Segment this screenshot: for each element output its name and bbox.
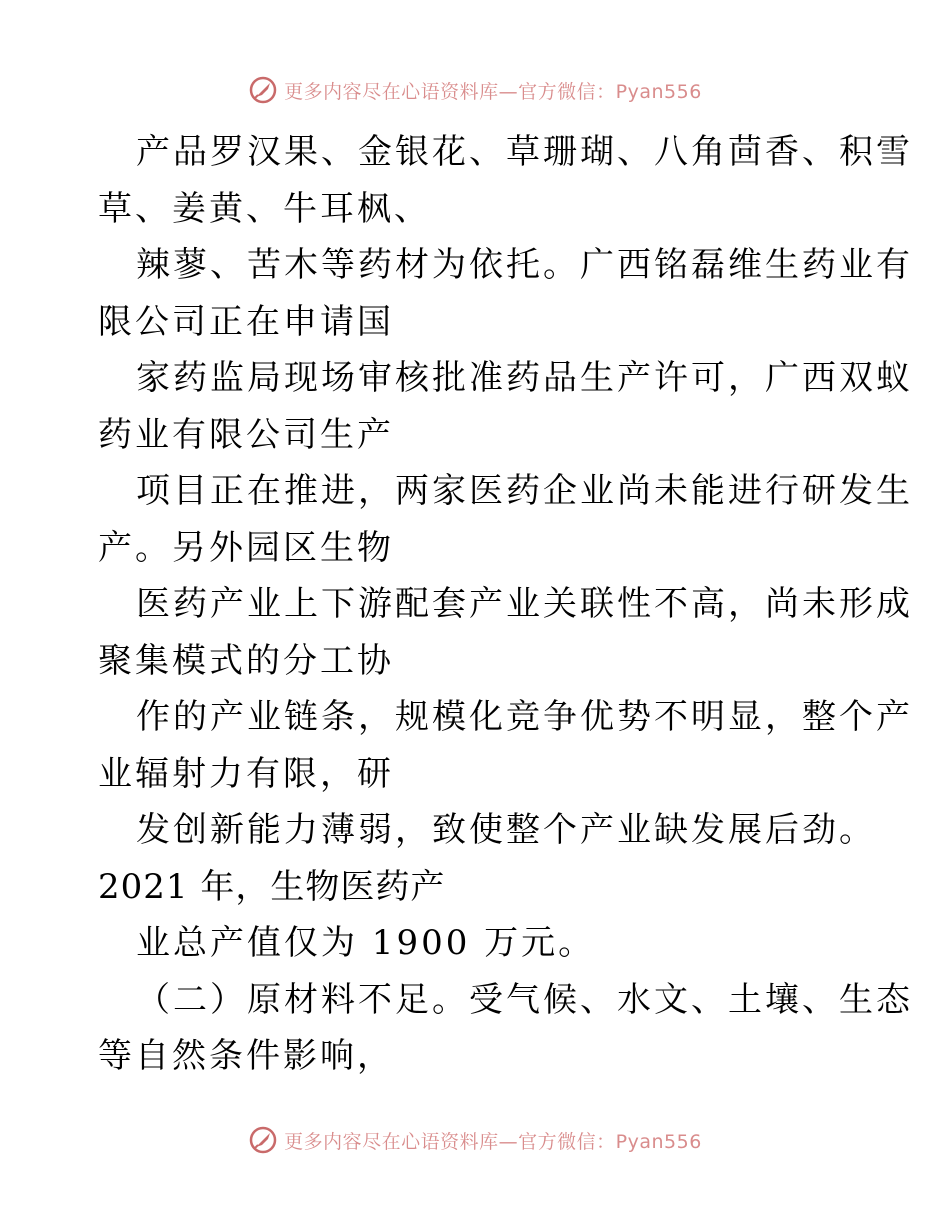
text-line: 医药产业上下游配套产业关联性不高，尚未形成: [136, 584, 913, 624]
text-line: 等自然条件影响，: [98, 1036, 394, 1076]
text-line: 2021 年，生物医药产: [98, 866, 446, 907]
text-line: 辣蓼、苦木等药材为依托。广西铭磊维生药业有: [136, 245, 913, 285]
text-line: 业辐射力有限，研: [98, 753, 394, 794]
text-line: （二）原材料不足。受气候、水文、土壤、生态: [136, 979, 913, 1020]
text-line: 项目正在推进，两家医药企业尚未能进行研发生: [136, 471, 913, 511]
text-line: 药业有限公司生产: [98, 414, 394, 455]
watermark-text: 更多内容尽在心语资料库—官方微信：Pyan556: [284, 1130, 702, 1153]
text-line: 限公司正在申请国: [98, 301, 394, 342]
quill-seal-icon: [248, 1125, 278, 1155]
text-line: 业总产值仅为 1900 万元。: [136, 923, 596, 963]
text-line: 聚集模式的分工协: [98, 640, 394, 681]
footer-watermark: [0, 1120, 950, 1160]
header-watermark: [0, 70, 950, 110]
watermark-text: 更多内容尽在心语资料库—官方微信：Pyan556: [284, 80, 702, 103]
text-line: 产。另外园区生物: [98, 527, 394, 568]
text-line: 草、姜黄、牛耳枫、: [98, 188, 431, 229]
text-line: 发创新能力薄弱，致使整个产业缺发展后劲。: [136, 810, 876, 850]
text-line: 作的产业链条，规模化竞争优势不明显，整个产: [136, 697, 913, 737]
document-body: [98, 124, 913, 1085]
quill-seal-icon: [248, 75, 278, 105]
text-line: 家药监局现场审核批准药品生产许可，广西双蚁: [136, 358, 913, 398]
text-line: 产品罗汉果、金银花、草珊瑚、八角茴香、积雪: [136, 132, 913, 172]
